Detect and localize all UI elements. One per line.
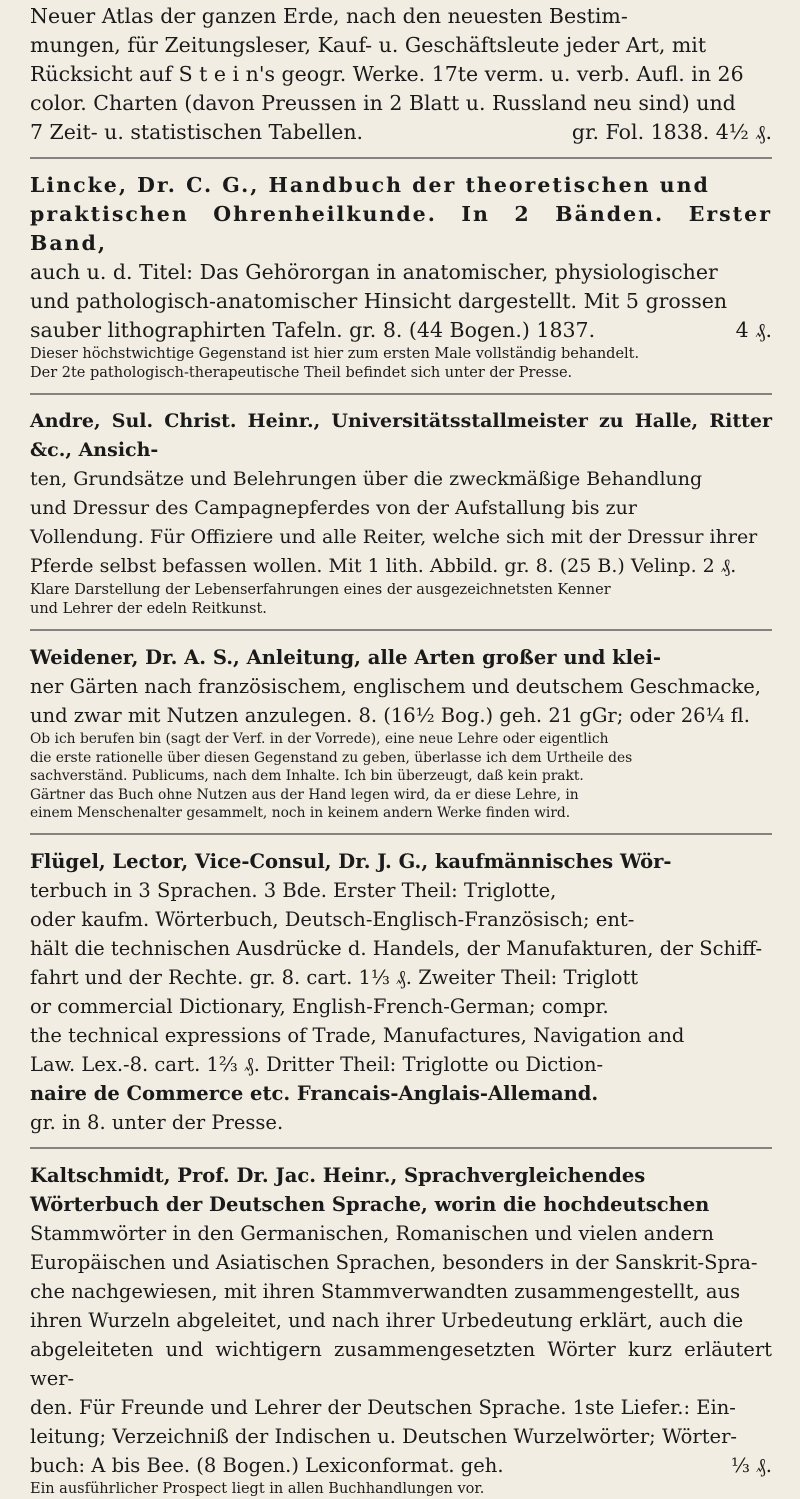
note-line: einem Menschenalter gesammelt, noch in keinem andern Werke finden wird. bbox=[30, 805, 571, 821]
entry-line: che nachgewiesen, mit ihren Stammverwandten zusammengestellt, aus bbox=[30, 1279, 741, 1303]
entry-line: und pathologisch-anatomischer Hinsicht dargestellt. Mit 5 grossen bbox=[30, 289, 728, 313]
entry-line: buch: A bis Bee. (8 Bogen.) Lexiconformat. geh. bbox=[30, 1453, 504, 1477]
entry-line: Law. Lex.-8. cart. 1⅔ ₰. Dritter Theil: Triglotte ou Diction- bbox=[30, 1052, 604, 1076]
entry-note bbox=[30, 1480, 772, 1499]
note-line: Dieser höchstwichtige Gegenstand ist hier zum ersten Male vollständig behandelt. bbox=[30, 346, 640, 362]
entry-line: hält die technischen Ausdrücke d. Handels, der Manufakturen, der Schiff- bbox=[30, 936, 763, 960]
catalog-entry-kaltschmidt bbox=[30, 1161, 772, 1499]
catalog-entry-andre bbox=[30, 407, 772, 619]
entry-line: und Dressur des Campagnepferdes von der Aufstallung bis zur bbox=[30, 497, 637, 519]
price: ⅓ ₰. bbox=[730, 1453, 772, 1477]
note-line: und Lehrer der edeln Reitkunst. bbox=[30, 601, 267, 617]
note-line: Gärtner das Buch ohne Nutzen aus der Hand legen wird, da er diese Lehre, in bbox=[30, 786, 579, 803]
entry-line: Neuer Atlas der ganzen Erde, nach den neuesten Bestim- bbox=[30, 4, 628, 28]
catalog-entry-weidener bbox=[30, 643, 772, 823]
entry-line: terbuch in 3 Sprachen. 3 Bde. Erster Theil: Triglotte, bbox=[30, 878, 557, 902]
entry-line: fahrt und der Rechte. gr. 8. cart. 1⅓ ₰. Zweiter Theil: Triglott bbox=[30, 965, 639, 989]
entry-line: 7 Zeit- u. statistischen Tabellen. bbox=[30, 120, 364, 144]
entry-line-last bbox=[30, 1451, 772, 1480]
entry-line: mungen, für Zeitungsleser, Kauf- u. Geschäftsleute jeder Art, mit bbox=[30, 33, 707, 57]
entry-line: oder kaufm. Wörterbuch, Deutsch-Englisch-Französisch; ent- bbox=[30, 907, 635, 931]
note-line: Klare Darstellung der Lebenserfahrungen eines der ausgezeichnetsten Kenner bbox=[30, 582, 611, 598]
entry-line: the technical expressions of Trade, Manufactures, Navigation and bbox=[30, 1023, 685, 1047]
entry-line: ner Gärten nach französischem, englischem und deutschem Geschmacke, bbox=[30, 675, 761, 698]
catalog-entry-atlas bbox=[30, 0, 772, 147]
entry-line: Vollendung. Für Offiziere und alle Reiter, welche sich mit der Dressur ihrer bbox=[30, 526, 758, 548]
entry-line: naire de Commerce etc. Francais-Anglais-Allemand. bbox=[30, 1081, 599, 1105]
divider bbox=[30, 157, 772, 159]
entry-line: Stammwörter in den Germanischen, Romanischen und vielen andern bbox=[30, 1221, 714, 1245]
entry-title: Flügel, Lector, Vice-Consul, Dr. J. G., kaufmännisches Wör- bbox=[30, 849, 672, 873]
entry-line-last bbox=[30, 118, 772, 147]
entry-note bbox=[30, 730, 772, 823]
entry-line: leitung; Verzeichniß der Indischen u. Deutschen Wurzelwörter; Wörter- bbox=[30, 1424, 738, 1448]
entry-line: Pferde selbst befassen wollen. Mit 1 lith. Abbild. gr. 8. (25 B.) Velinp. 2 ₰. bbox=[30, 555, 737, 577]
catalog-entry-fluegel bbox=[30, 847, 772, 1137]
price: 4 ₰. bbox=[735, 318, 772, 342]
entry-line: und zwar mit Nutzen anzulegen. 8. (16½ Bog.) geh. 21 gGr; oder 26¼ fl. bbox=[30, 704, 750, 727]
entry-title: Kaltschmidt, Prof. Dr. Jac. Heinr., Sprachvergleichendes bbox=[30, 1163, 646, 1187]
divider bbox=[30, 1147, 772, 1149]
note-line: die erste rationelle über diesen Gegenstand zu geben, überlasse ich dem Urtheile des bbox=[30, 749, 633, 766]
entry-line: den. Für Freunde und Lehrer der Deutschen Sprache. 1ste Liefer.: Ein- bbox=[30, 1395, 736, 1419]
note-line: Der 2te pathologisch-therapeutische Theil befindet sich unter der Presse. bbox=[30, 365, 573, 381]
entry-title: Weidener, Dr. A. S., Anleitung, alle Arten großer und klei- bbox=[30, 646, 661, 669]
catalog-entry-lincke bbox=[30, 171, 772, 383]
entry-line: ihren Wurzeln abgeleitet, und nach ihrer Urbedeutung erklärt, auch die bbox=[30, 1308, 744, 1332]
entry-line: ten, Grundsätze und Belehrungen über die zweckmäßige Behandlung bbox=[30, 468, 703, 490]
entry-title: Lincke, Dr. C. G., Handbuch der theoretischen und bbox=[30, 173, 710, 197]
entry-line: color. Charten (davon Preussen in 2 Blatt u. Russland neu sind) und bbox=[30, 91, 736, 115]
entry-title: Andre, Sul. Christ. Heinr., Universitätsstallmeister zu Halle, Ritter &c., Ansich- bbox=[30, 410, 772, 461]
entry-line: praktischen Ohrenheilkunde. In 2 Bänden. Erster Band, bbox=[30, 202, 772, 255]
divider bbox=[30, 629, 772, 631]
entry-note bbox=[30, 345, 772, 383]
entry-line: abgeleiteten und wichtigern zusammengesetzten Wörter kurz erläutert wer- bbox=[30, 1337, 772, 1390]
note-line: Ob ich berufen bin (sagt der Verf. in der Vorrede), eine neue Lehre oder eigentlich bbox=[30, 731, 609, 747]
entry-line: Europäischen und Asiatischen Sprachen, besonders in der Sanskrit-Spra- bbox=[30, 1250, 758, 1274]
note-line: sachverständ. Publicums, nach dem Inhalte. Ich bin überzeugt, daß kein prakt. bbox=[30, 768, 584, 784]
entry-line-last bbox=[30, 316, 772, 345]
entry-line: Rücksicht auf S t e i n's geogr. Werke. 17te verm. u. verb. Aufl. in 26 bbox=[30, 62, 744, 86]
divider bbox=[30, 833, 772, 835]
divider bbox=[30, 393, 772, 395]
price: gr. Fol. 1838. 4½ ₰. bbox=[571, 120, 772, 144]
entry-line: auch u. d. Titel: Das Gehörorgan in anatomischer, physiologischer bbox=[30, 260, 718, 284]
entry-note bbox=[30, 581, 772, 619]
entry-line: sauber lithographirten Tafeln. gr. 8. (44 Bogen.) 1837. bbox=[30, 318, 596, 342]
entry-line: gr. in 8. unter der Presse. bbox=[30, 1110, 284, 1134]
entry-line: or commercial Dictionary, English-French-German; compr. bbox=[30, 994, 609, 1018]
note-line: Ein ausführlicher Prospect liegt in allen Buchhandlungen vor. bbox=[30, 1480, 485, 1497]
entry-line: Wörterbuch der Deutschen Sprache, worin die hochdeutschen bbox=[30, 1192, 710, 1216]
